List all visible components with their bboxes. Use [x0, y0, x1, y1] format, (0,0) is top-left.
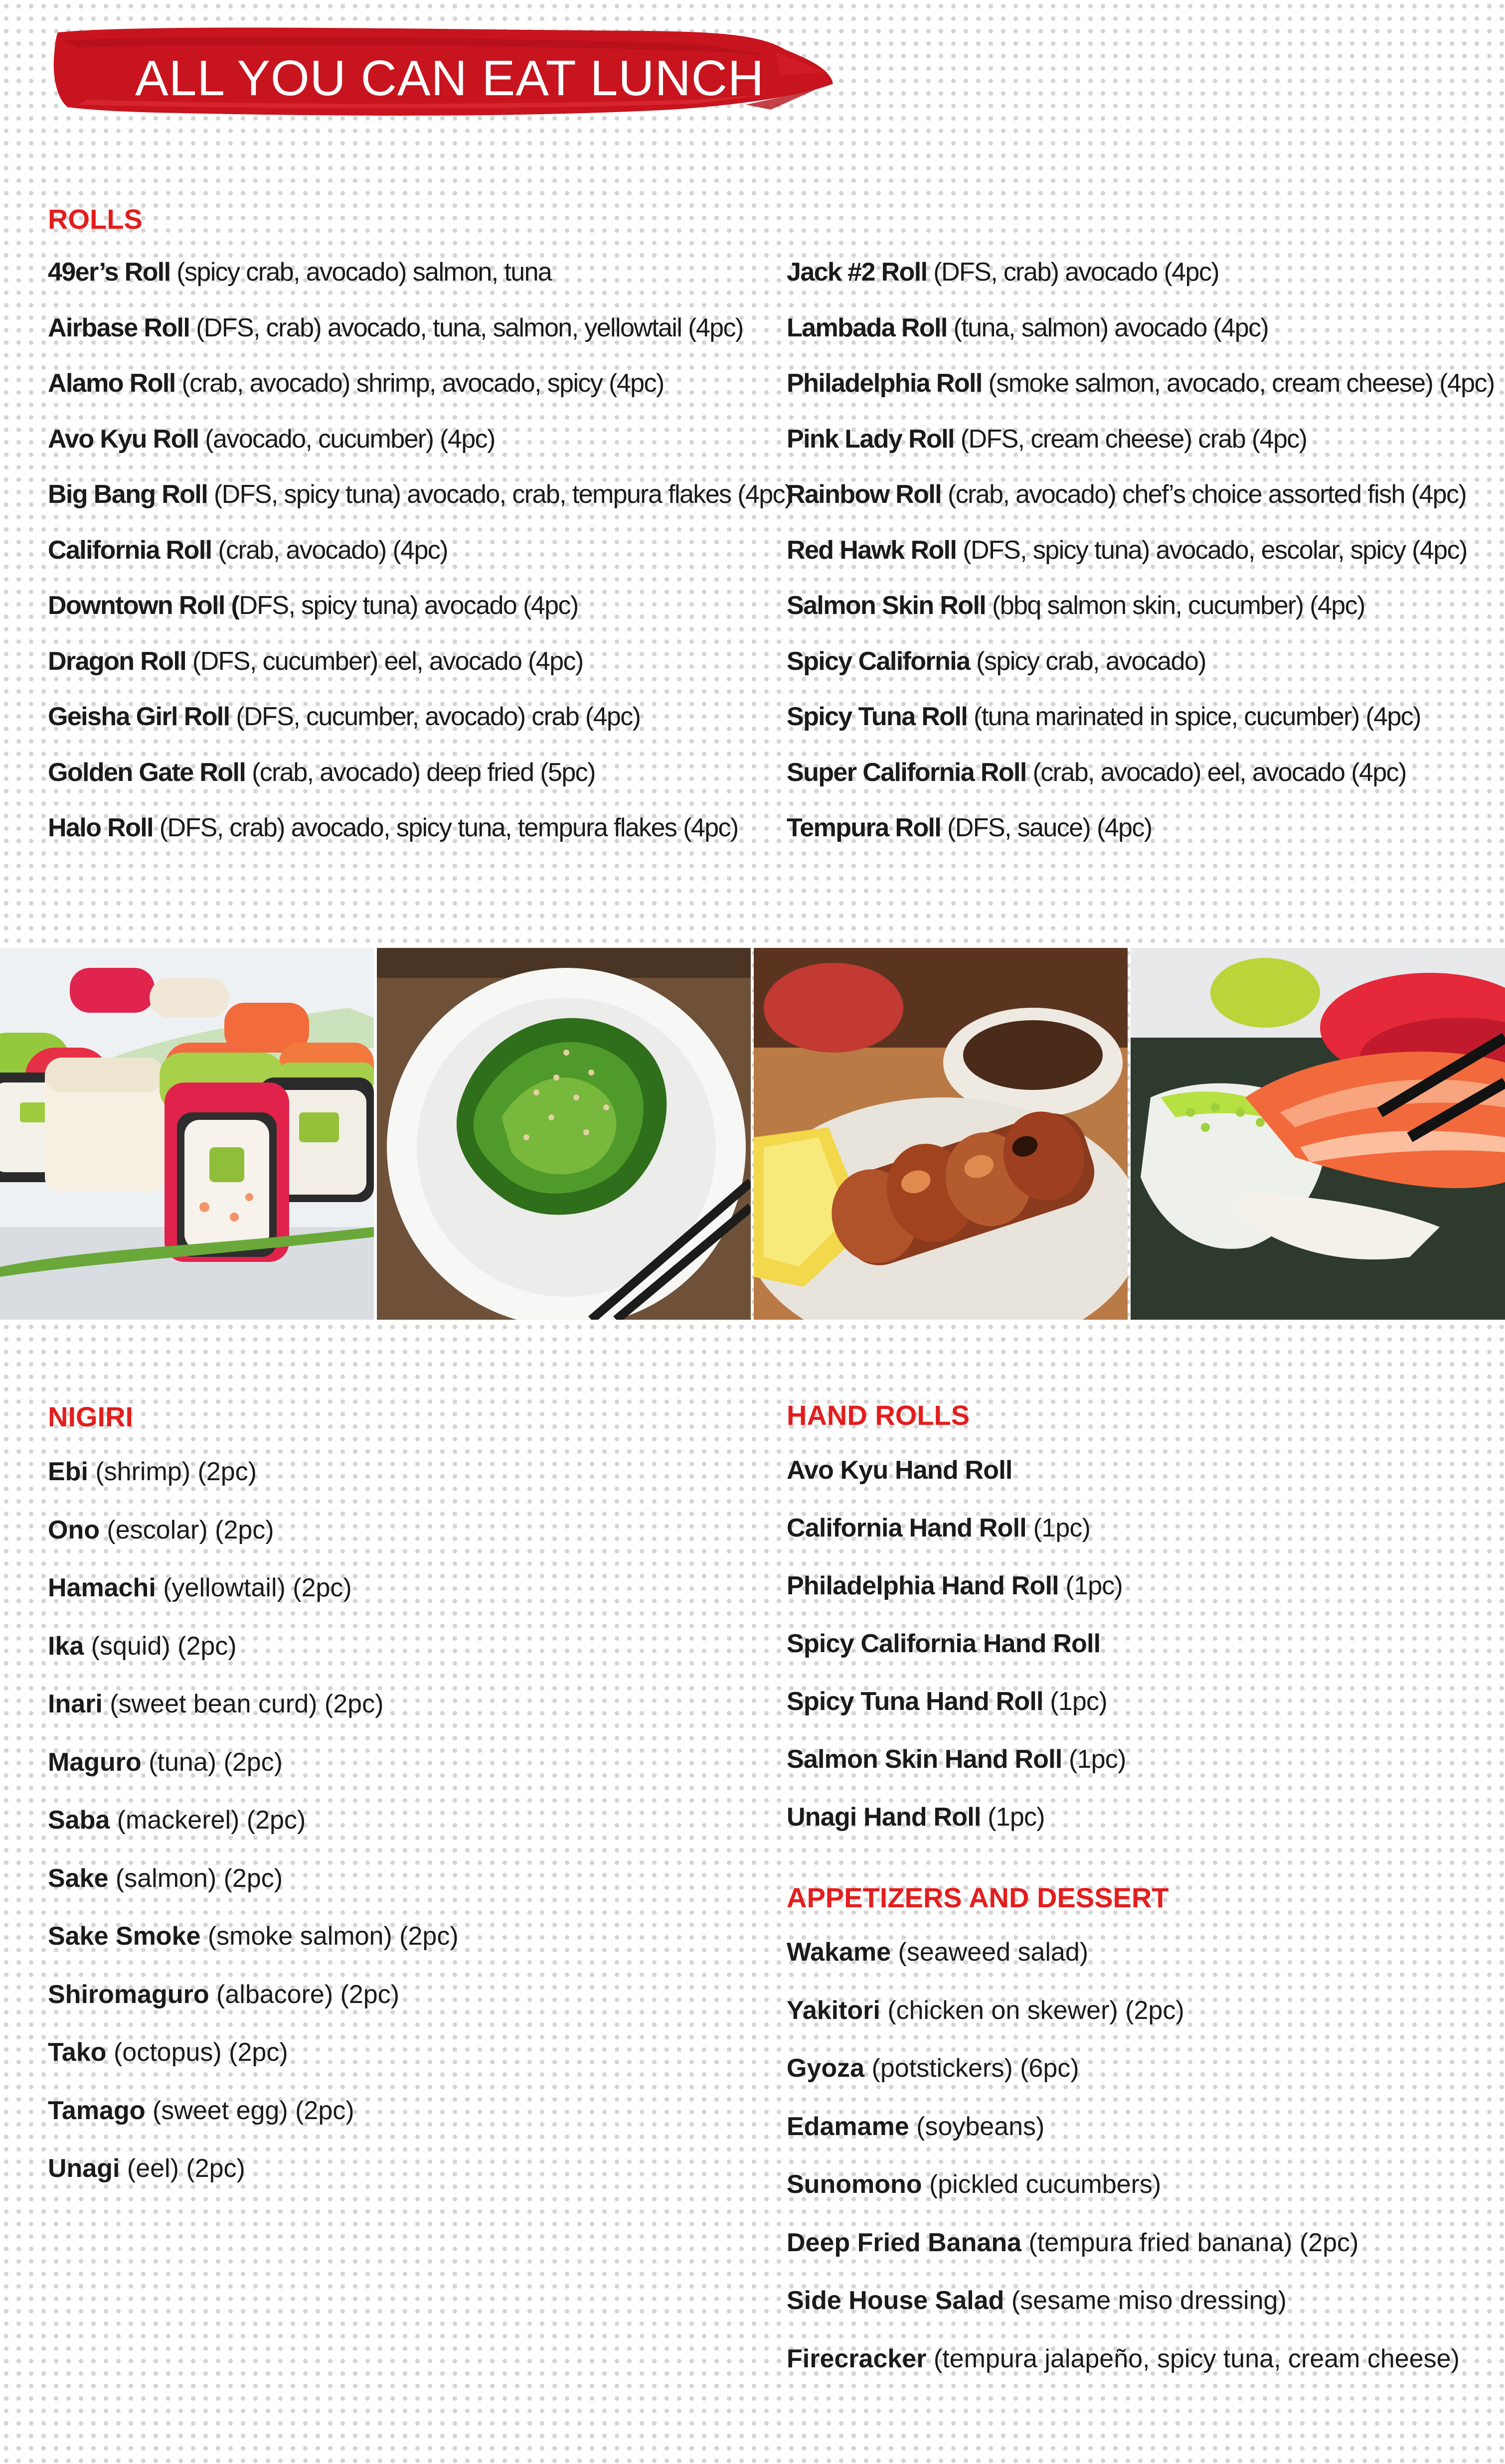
nigiri-photo — [1131, 948, 1505, 1320]
hand-rolls-list — [787, 1457, 1126, 1862]
menu-item — [787, 481, 1495, 537]
hand-rolls-section — [787, 1401, 1126, 1862]
menu-item — [48, 1517, 459, 1575]
item-description: (seaweed salad) — [891, 1938, 1089, 1967]
menu-item — [48, 1982, 459, 2040]
item-name: Gyoza — [787, 2054, 865, 2083]
menu-item — [787, 315, 1495, 371]
item-description: (crab, avocado) eel, avocado (4pc) — [1026, 758, 1406, 787]
menu-item — [787, 1804, 1126, 1862]
item-description: (soybeans) — [909, 2112, 1045, 2141]
item-description: (crab, avocado) deep fried (5pc) — [245, 758, 595, 787]
nigiri-heading: NIGIRI — [48, 1401, 134, 1432]
item-name: Rainbow Roll — [787, 480, 942, 509]
item-description: (tuna) (2pc) — [141, 1747, 283, 1777]
item-name: Maguro — [48, 1747, 142, 1777]
item-name: Pink Lady Roll — [787, 424, 954, 454]
item-name: Tamago — [48, 2096, 146, 2125]
header-banner — [48, 20, 836, 120]
item-name: Lambada Roll — [787, 313, 947, 342]
rolls-section-right — [787, 259, 1495, 871]
menu-item — [787, 648, 1495, 704]
photo-strip — [0, 948, 1505, 1320]
item-description: (mackerel) (2pc) — [110, 1806, 306, 1835]
item-description: (DFS, spicy tuna) avocado, crab, tempura flakes (4pc) — [207, 480, 793, 509]
item-description: DFS, spicy tuna) avocado (4pc) — [239, 591, 578, 620]
item-description: (crab, avocado) (4pc) — [211, 535, 448, 565]
menu-item — [48, 481, 793, 537]
menu-item — [787, 1746, 1126, 1804]
menu-item — [48, 1865, 459, 1924]
item-description: (pickled cucumbers) — [922, 2170, 1162, 2199]
menu-item — [48, 1691, 459, 1749]
item-name: Spicy Tuna Hand Roll — [787, 1687, 1043, 1716]
menu-item — [48, 315, 793, 371]
appetizers-list — [787, 1939, 1460, 2404]
item-description: (squid) (2pc) — [84, 1631, 237, 1661]
menu-item — [48, 704, 793, 760]
item-name: Golden Gate Roll — [48, 758, 246, 787]
item-description: (tuna, salmon) avocado (4pc) — [947, 313, 1269, 342]
item-name: Ebi — [48, 1457, 88, 1486]
item-name: Inari — [48, 1690, 103, 1718]
menu-item — [787, 1515, 1126, 1573]
rolls-heading: ROLLS — [48, 203, 143, 235]
item-description: (1pc) — [1026, 1514, 1091, 1542]
item-description: (chicken on skewer) (2pc) — [880, 1996, 1184, 2025]
item-description: (sweet egg) (2pc) — [145, 2096, 354, 2125]
item-name: Geisha Girl Roll — [48, 702, 230, 731]
item-description: (crab, avocado) chef’s choice assorted fish (4pc) — [941, 480, 1467, 509]
menu-item — [787, 2288, 1460, 2346]
yakitori-photo — [754, 948, 1128, 1320]
menu-item — [787, 2230, 1460, 2288]
menu-item — [48, 1459, 459, 1517]
item-name: Spicy Tuna Roll — [787, 702, 968, 731]
menu-item — [48, 1575, 459, 1633]
menu-item — [48, 370, 793, 426]
item-name: Dragon Roll — [48, 646, 186, 676]
hand-rolls-heading: HAND ROLLS — [787, 1399, 970, 1431]
item-description: (shrimp) (2pc) — [88, 1457, 257, 1486]
item-name: Edamame — [787, 2112, 909, 2141]
item-name: Sake Smoke — [48, 1922, 201, 1951]
menu-item — [787, 593, 1495, 648]
menu-item — [787, 1689, 1126, 1746]
appetizers-heading: APPETIZERS AND DESSERT — [787, 1882, 1169, 1913]
seaweed-salad-photo — [377, 948, 751, 1320]
item-description: (potstickers) (6pc) — [864, 2054, 1079, 2083]
item-name: Salmon Skin Hand Roll — [787, 1745, 1062, 1774]
page-title: ALL YOU CAN EAT LUNCH — [135, 50, 765, 106]
item-description: (DFS, cucumber, avocado) crab (4pc) — [229, 702, 641, 731]
item-description: (tempura jalapeño, spicy tuna, cream cheese) — [926, 2344, 1460, 2373]
item-description: (sesame miso dressing) — [1004, 2286, 1287, 2315]
item-description: (octopus) (2pc) — [106, 2038, 288, 2067]
item-description: (1pc) — [981, 1803, 1045, 1832]
menu-item — [787, 2346, 1460, 2404]
menu-item — [48, 537, 793, 593]
item-name: Big Bang Roll — [48, 480, 208, 509]
nigiri-section — [48, 1403, 459, 2214]
item-name: Deep Fried Banana — [787, 2228, 1022, 2257]
item-description: (tuna marinated in spice, cucumber) (4pc) — [967, 702, 1421, 731]
item-name: Sake — [48, 1863, 109, 1893]
menu-item — [787, 2171, 1460, 2230]
item-description: (DFS, crab) avocado, spicy tuna, tempura flakes (4pc) — [153, 813, 738, 842]
item-name: Hamachi — [48, 1573, 156, 1602]
menu-item — [48, 1749, 459, 1808]
menu-item — [787, 259, 1495, 315]
item-name: Firecracker — [787, 2344, 927, 2373]
item-name: Wakame — [787, 1938, 891, 1967]
item-name: Sunomono — [787, 2170, 922, 2199]
item-description: (smoke salmon) (2pc) — [200, 1922, 459, 1951]
item-name: California Hand Roll — [787, 1514, 1026, 1542]
menu-item — [48, 426, 793, 482]
item-name: Jack #2 Roll — [787, 258, 927, 287]
menu-item — [787, 1939, 1460, 1998]
rolls-list-left — [48, 259, 793, 871]
item-name: Avo Kyu Hand Roll — [787, 1456, 1012, 1485]
item-name: Ika — [48, 1631, 84, 1661]
item-name: Side House Salad — [787, 2286, 1004, 2315]
appetizers-section — [787, 1884, 1460, 2404]
menu-item — [48, 2039, 459, 2098]
item-name: Halo Roll — [48, 813, 153, 842]
rolls-list-right — [787, 259, 1495, 871]
item-description: (DFS, sauce) (4pc) — [941, 813, 1152, 842]
rolls-section — [48, 205, 793, 871]
item-description: (1pc) — [1043, 1687, 1107, 1716]
item-description: (DFS, spicy tuna) avocado, escolar, spicy (4pc) — [956, 535, 1467, 565]
item-description: (spicy crab, avocado) salmon, tuna — [170, 258, 552, 287]
item-name: Spicy California Hand Roll — [787, 1629, 1101, 1658]
item-description: (salmon) (2pc) — [108, 1863, 283, 1893]
menu-item — [48, 760, 793, 815]
item-name: Unagi Hand Roll — [787, 1803, 981, 1832]
menu-item — [787, 1573, 1126, 1631]
rainbow-roll-photo — [0, 948, 374, 1320]
item-name: Philadelphia Hand Roll — [787, 1571, 1059, 1600]
item-name: Ono — [48, 1515, 100, 1544]
item-description: (tempura fried banana) (2pc) — [1021, 2228, 1359, 2257]
menu-item — [787, 815, 1495, 871]
menu-item — [787, 2114, 1460, 2172]
menu-item — [787, 2055, 1460, 2114]
item-name: 49er’s Roll — [48, 258, 170, 287]
item-name: Salmon Skin Roll — [787, 591, 986, 620]
item-name: Downtown Roll ( — [48, 591, 239, 620]
menu-item — [48, 2098, 459, 2156]
menu-item — [787, 370, 1495, 426]
item-name: Alamo Roll — [48, 369, 175, 398]
item-description: (bbq salmon skin, cucumber) (4pc) — [986, 591, 1365, 620]
item-description: (crab, avocado) shrimp, avocado, spicy (4pc) — [175, 369, 664, 398]
menu-item — [787, 1457, 1126, 1515]
item-description: (spicy crab, avocado) — [970, 646, 1206, 676]
item-name: Philadelphia Roll — [787, 369, 982, 398]
menu-item — [787, 426, 1495, 482]
item-description: (smoke salmon, avocado, cream cheese) (4pc) — [982, 369, 1495, 398]
item-name: Red Hawk Roll — [787, 535, 957, 565]
menu-item — [48, 259, 793, 315]
menu-item — [48, 2156, 459, 2214]
item-name: Spicy California — [787, 646, 970, 676]
menu-item — [48, 593, 793, 648]
item-name: Shiromaguro — [48, 1980, 209, 2009]
menu-item — [787, 704, 1495, 760]
menu-item — [787, 1998, 1460, 2056]
item-description: (avocado, cucumber) (4pc) — [198, 424, 495, 454]
item-name: Avo Kyu Roll — [48, 424, 199, 454]
item-name: Airbase Roll — [48, 313, 190, 342]
menu-item — [48, 648, 793, 704]
menu-item — [48, 1807, 459, 1865]
menu-item — [48, 815, 793, 871]
item-name: California Roll — [48, 535, 212, 565]
item-name: Yakitori — [787, 1996, 880, 2025]
item-description: (DFS, crab) avocado, tuna, salmon, yellowtail (4pc) — [189, 313, 743, 342]
item-description: (DFS, crab) avocado (4pc) — [927, 258, 1219, 287]
item-description: (DFS, cream cheese) crab (4pc) — [954, 424, 1307, 454]
item-description: (escolar) (2pc) — [99, 1515, 274, 1544]
item-name: Tako — [48, 2038, 107, 2067]
item-description: (1pc) — [1058, 1571, 1123, 1600]
item-description: (yellowtail) (2pc) — [156, 1573, 352, 1602]
item-description: (sweet bean curd) (2pc) — [102, 1690, 384, 1718]
menu-item — [787, 537, 1495, 593]
nigiri-list — [48, 1459, 459, 2214]
item-description: (eel) (2pc) — [120, 2154, 245, 2183]
item-name: Super California Roll — [787, 758, 1026, 787]
menu-item — [48, 1633, 459, 1692]
menu-item — [787, 1631, 1126, 1689]
menu-item — [48, 1923, 459, 1982]
item-name: Saba — [48, 1806, 110, 1835]
item-description: (1pc) — [1062, 1745, 1126, 1774]
item-name: Tempura Roll — [787, 813, 941, 842]
item-description: (albacore) (2pc) — [209, 1980, 400, 2009]
item-name: Unagi — [48, 2154, 120, 2183]
item-description: (DFS, cucumber) eel, avocado (4pc) — [186, 646, 583, 676]
menu-item — [787, 760, 1495, 815]
